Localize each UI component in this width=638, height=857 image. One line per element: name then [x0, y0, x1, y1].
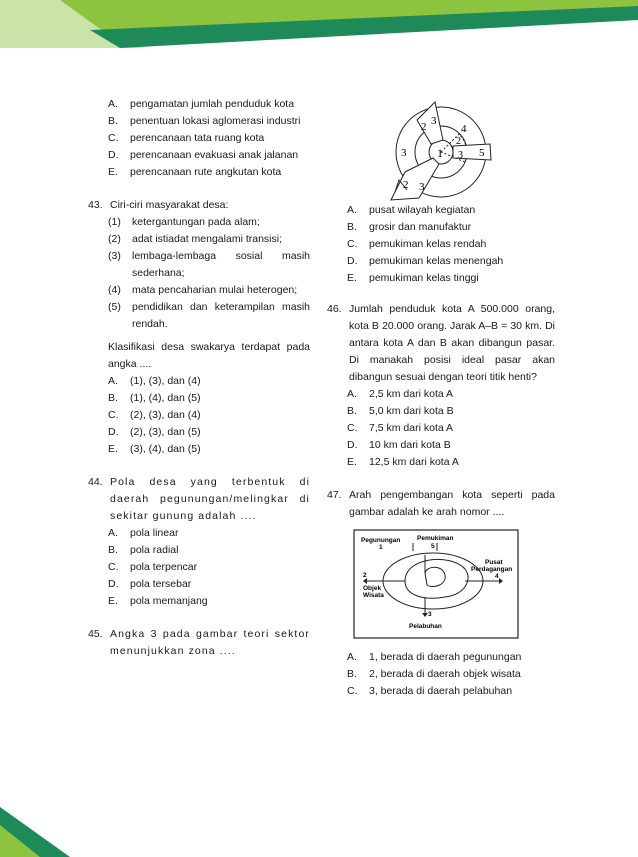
zone-label: 3 [458, 150, 463, 161]
list-item: B. 2, berada di daerah objek wisata [347, 668, 521, 680]
list-item: D. pola tersebar [108, 578, 192, 590]
right-column [327, 100, 555, 700]
list-item: D. (2), (3), dan (5) [108, 426, 201, 438]
figure-label-objek: Objek [363, 585, 382, 592]
q46-options [327, 386, 555, 471]
list-item: A. 1, berada di daerah pegunungan [347, 651, 522, 663]
q45-options [327, 202, 555, 287]
figure-label-4: 4 [495, 573, 499, 580]
q44-options [88, 525, 310, 610]
list-item: D. pemukiman kelas menengah [347, 255, 504, 267]
corner-decoration [0, 797, 70, 857]
list-item: A. pola linear [108, 527, 179, 539]
figure-label-2: 2 [363, 572, 367, 579]
q43-items [88, 214, 310, 333]
figure-label-pelabuhan: Pelabuhan [409, 623, 442, 630]
question-45: 45. Angka 3 pada gambar teori sektor menunjukkan zona .... [88, 628, 310, 657]
list-item: C. pola terpencar [108, 561, 198, 573]
list-item: B. pola radial [108, 544, 179, 556]
q42-options [88, 96, 310, 181]
list-item: E. (3), (4), dan (5) [108, 443, 201, 455]
zone-label: 2 [421, 121, 427, 133]
list-item: D. 10 km dari kota B [347, 439, 451, 451]
zone-label: 3 [401, 147, 407, 159]
city-development-figure [353, 529, 519, 639]
zone-label: 3 [419, 181, 425, 193]
zone-label: 3 [431, 115, 437, 127]
figure-label-pemukiman: Pemukiman [417, 535, 454, 542]
list-item: B. 5,0 km dari kota B [347, 405, 454, 417]
figure-label-perdagangan: Perdagangan [471, 566, 513, 573]
list-item: A. pengamatan jumlah penduduk kota [108, 98, 295, 110]
question-44: 44. Pola desa yang terbentuk di daerah pegunungan/melingkar di sekitar gunung adalah .... [88, 476, 310, 522]
figure-label-pegunungan: Pegunungan [361, 537, 401, 544]
q43-prompt: Klasifikasi desa swakarya terdapat pada angka .... [108, 341, 310, 370]
sector-theory-figure [355, 100, 505, 202]
question-46: 46. Jumlah penduduk kota A 500.000 orang, kota B 20.000 orang. Jarak A–B = 30 km. Di antara kota A dan B akan dibangun pasar. Di manakah posisi ideal pasar akan dibangun sesuai dengan teori titik henti? [327, 303, 555, 383]
list-item: B. grosir dan manufaktur [347, 221, 472, 233]
list-item: B. (1), (4), dan (5) [108, 392, 201, 404]
list-item: C. 7,5 km dari kota A [347, 422, 454, 434]
figure-label-5: 5 [431, 543, 435, 550]
zone-label: 2 [456, 136, 461, 147]
list-item: C. (2), (3), dan (4) [108, 409, 201, 421]
left-column [88, 96, 310, 660]
list-item: (3) lembaga-lembaga sosial masih sederhana; [108, 250, 310, 279]
list-item: A. 2,5 km dari kota A [347, 388, 454, 400]
list-item: (4) mata pencaharian mulai heterogen; [108, 284, 298, 296]
zone-label: 2 [403, 179, 409, 191]
q47-options [327, 649, 555, 700]
figure-label-1: 1 [379, 544, 383, 551]
question-43: 43. Ciri-ciri masyarakat desa: [88, 199, 229, 211]
list-item: B. penentuan lokasi aglomerasi industri [108, 115, 301, 127]
list-item: C. 3, berada di daerah pelabuhan [347, 685, 513, 697]
list-item: A. (1), (3), dan (4) [108, 375, 201, 387]
list-item: E. 12,5 km dari kota A [347, 456, 459, 468]
list-item: (5) pendidikan dan keterampilan masih rendah. [108, 301, 310, 330]
header-banner [0, 0, 638, 48]
zone-label: 5 [479, 147, 485, 159]
figure-label-pusat: Pusat [485, 559, 503, 566]
zone-label: 1 [437, 146, 443, 160]
list-item: (2) adat istiadat mengalami transisi; [108, 233, 282, 245]
list-item: E. pemukiman kelas tinggi [347, 272, 479, 284]
list-item: C. pemukiman kelas rendah [347, 238, 487, 250]
q43-options [88, 373, 310, 458]
figure-label-wisata: Wisata [363, 592, 384, 599]
list-item: A. pusat wilayah kegiatan [347, 204, 476, 216]
list-item: C. perencanaan tata ruang kota [108, 132, 265, 144]
list-item: D. perencanaan evakuasi anak jalanan [108, 149, 299, 161]
list-item: (1) ketergantungan pada alam; [108, 216, 260, 228]
figure-label-3: 3 [428, 611, 432, 618]
list-item: E. perencanaan rute angkutan kota [108, 166, 282, 178]
zone-label: 4 [461, 123, 467, 135]
question-47: 47. Arah pengembangan kota seperti pada gambar adalah ke arah nomor .... [327, 489, 555, 518]
list-item: E. pola memanjang [108, 595, 208, 607]
